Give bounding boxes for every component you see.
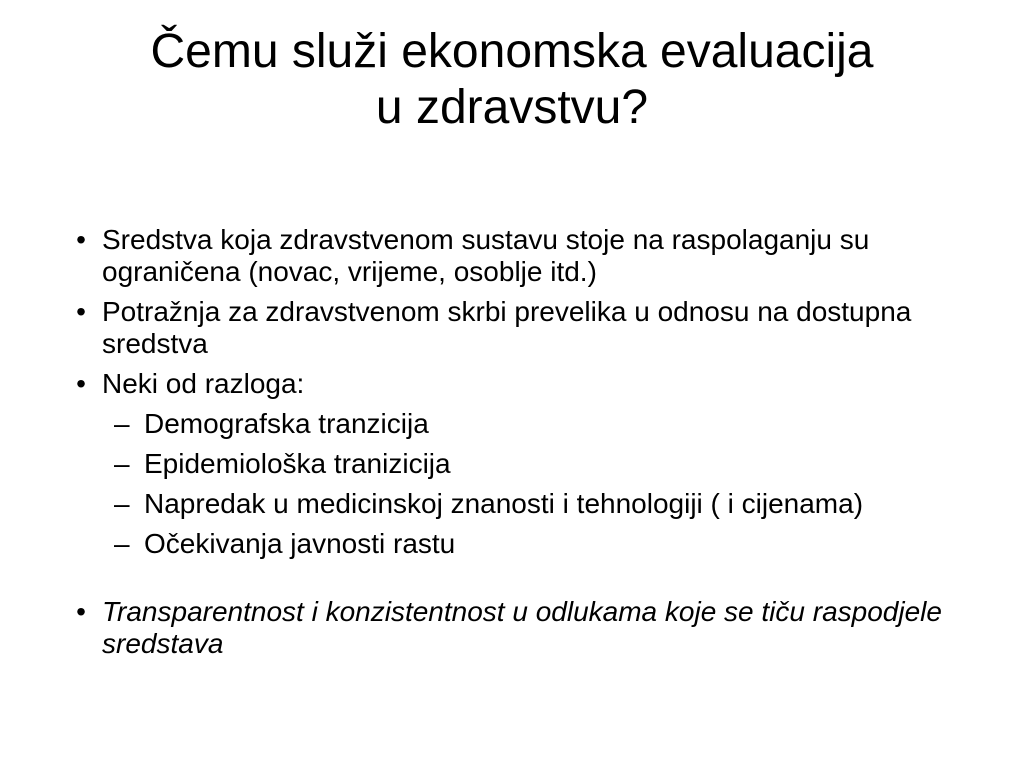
bullet-marker: • bbox=[76, 296, 86, 327]
sub-bullet-marker: – bbox=[114, 448, 130, 479]
bullet-list bbox=[60, 224, 980, 668]
sub-bullet-marker: – bbox=[114, 528, 130, 559]
sub-bullet-text: Napredak u medicinskoj znanosti i tehnologiji ( i cijenama) bbox=[144, 488, 864, 519]
bullet-marker: • bbox=[76, 368, 86, 399]
slide-title bbox=[0, 24, 1024, 136]
sub-bullet-item bbox=[60, 528, 980, 560]
bullet-marker: • bbox=[76, 224, 86, 255]
bullet-text: Potražnja za zdravstvenom skrbi prevelika u odnosu na dostupna sredstva bbox=[102, 296, 912, 359]
slide-title-line-2: u zdravstvu? bbox=[375, 81, 649, 134]
bullet-item bbox=[60, 368, 980, 400]
sub-bullet-text: Očekivanja javnosti rastu bbox=[144, 528, 456, 559]
slide-title-line-1: Čemu služi ekonomska evaluacija bbox=[150, 25, 874, 78]
sub-bullet-item bbox=[60, 448, 980, 480]
bullet-item bbox=[60, 596, 980, 660]
sub-bullet-text: Epidemiološka tranizicija bbox=[144, 448, 451, 479]
bullet-item bbox=[60, 224, 980, 288]
sub-bullet-marker: – bbox=[114, 488, 130, 519]
sub-bullet-marker: – bbox=[114, 408, 130, 439]
sub-bullet-item bbox=[60, 488, 980, 520]
sub-bullet-text: Demografska tranzicija bbox=[144, 408, 429, 439]
bullet-item bbox=[60, 296, 980, 360]
bullet-text: Sredstva koja zdravstvenom sustavu stoje na raspolaganju su ograničena (novac, vrijeme, osoblje itd.) bbox=[102, 224, 870, 287]
bullet-text: Neki od razloga: bbox=[102, 368, 305, 399]
bullet-text: Transparentnost i konzistentnost u odlukama koje se tiču raspodjele sredstava bbox=[102, 596, 942, 659]
bullet-marker: • bbox=[76, 596, 86, 627]
sub-bullet-item bbox=[60, 408, 980, 440]
